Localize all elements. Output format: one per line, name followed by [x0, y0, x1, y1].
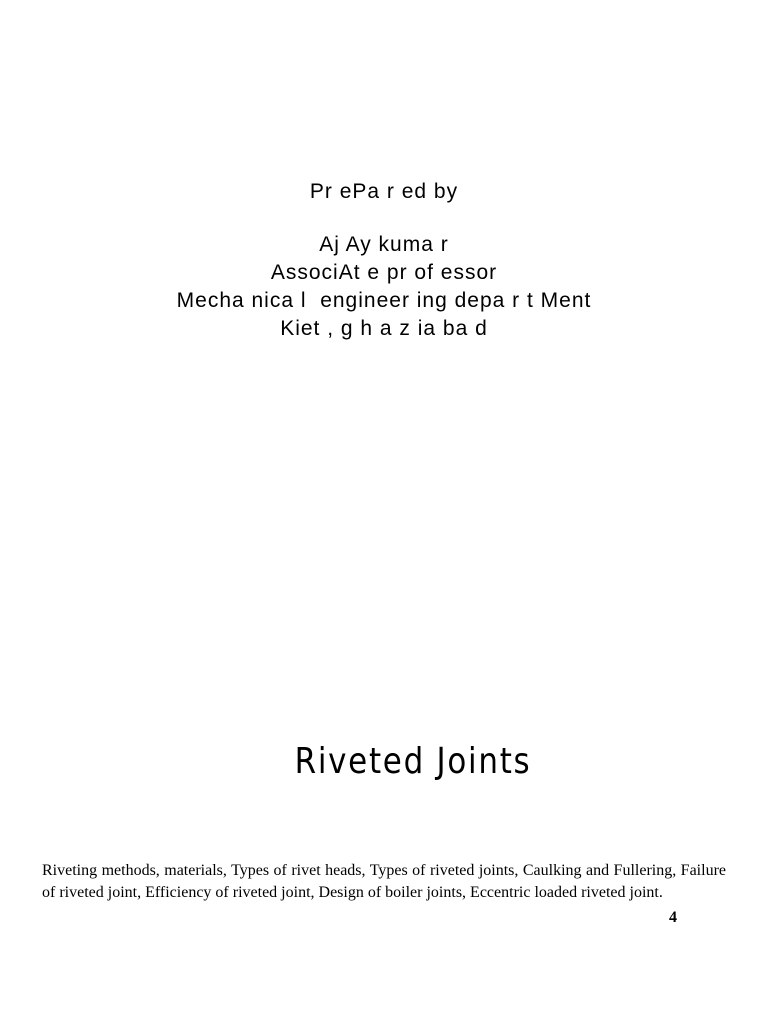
document-title: Riveted Joints — [294, 741, 532, 782]
page-number: 4 — [669, 909, 677, 926]
author-department: Mecha nica l engineer ing depa r t Ment — [176, 289, 592, 312]
spacer — [0, 206, 768, 231]
author-name: Aj Ay kuma r — [319, 233, 449, 256]
author-block — [0, 178, 768, 343]
author-institute: Kiet , g h a z ia ba d — [280, 317, 488, 340]
author-designation: AssociAt e pr of essor — [270, 261, 498, 284]
prepared-by-label: Pr ePa r ed by — [309, 180, 459, 203]
chapter-summary: Riveting methods, materials, Types of rivet heads, Types of riveted joints, Caulking and Fullering, Failure of riveted joint, Efficiency of riveted joint, Design of boiler joints, Eccentric loaded riveted joint. — [42, 862, 726, 901]
